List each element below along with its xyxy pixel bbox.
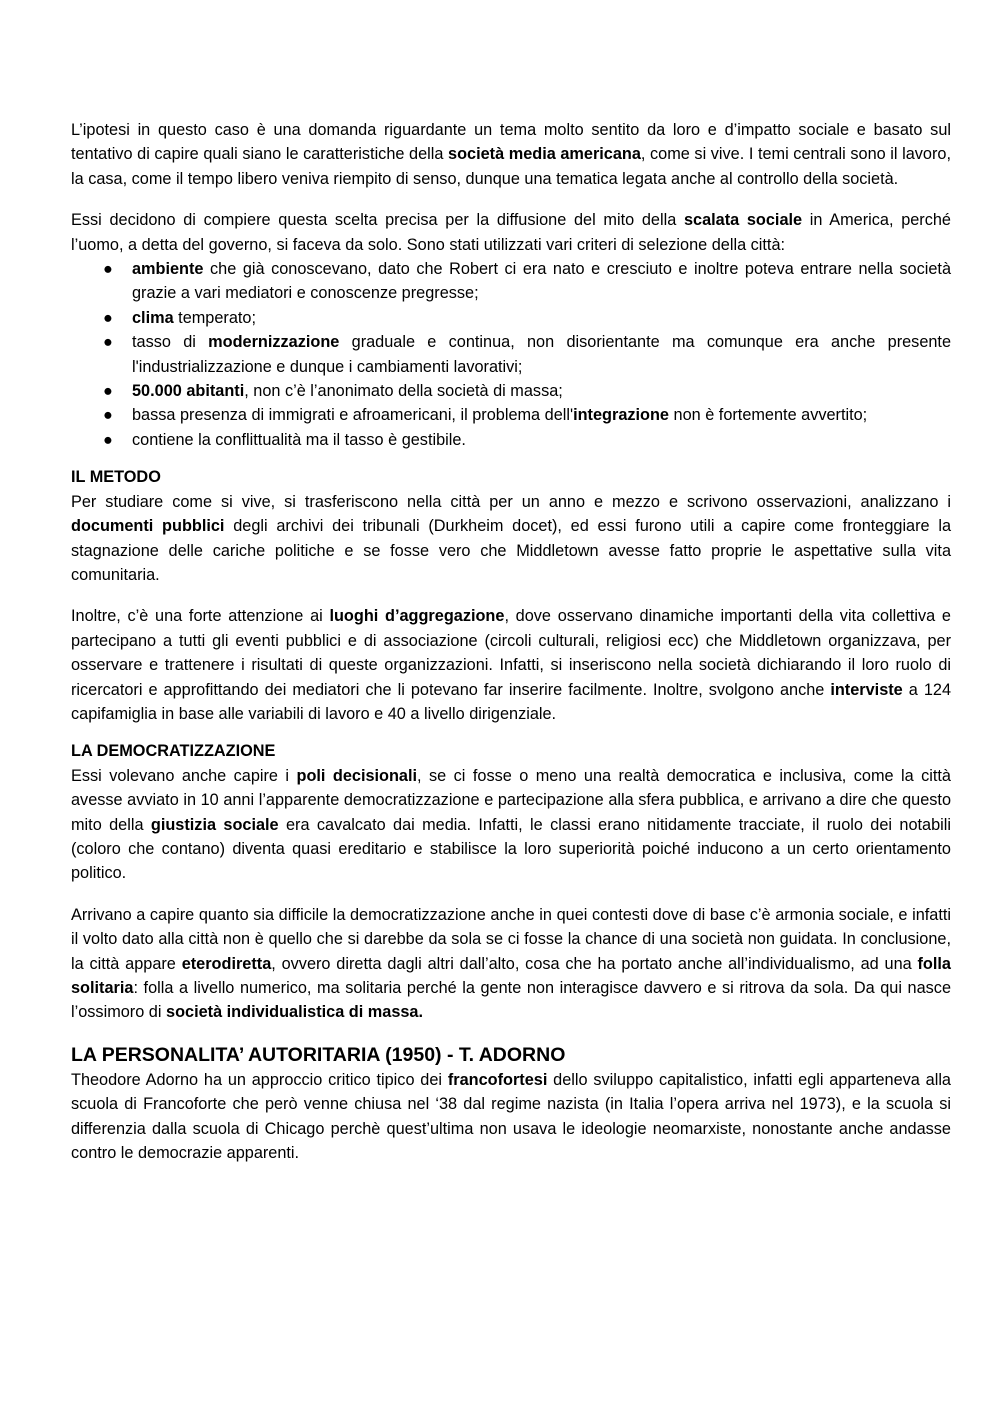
bold-term: giustizia sociale [150, 815, 279, 834]
intro-paragraph: L’ipotesi in questo caso è una domanda riguardante un tema molto sentito da loro e d’impatto sociale e basato sul tentativo di capire quali siano le caratteristiche della società media americana, come si vive. I temi centrali sono il lavoro, la casa, come il tempo libero veniva riempito di senso, dunque una tematica legata anche al controllo della società. [71, 121, 951, 188]
bullet-icon: ● [103, 406, 113, 425]
bullet-icon: ● [103, 333, 113, 352]
list-item: ● bassa presenza di immigrati e afroamericani, il problema dell'integrazione non è fortemente avvertito; [71, 403, 951, 427]
bullet-icon: ● [103, 308, 113, 327]
bold-term: folla solitaria [71, 954, 951, 997]
choice-paragraph: Essi decidono di compiere questa scelta precisa per la diffusione del mito della scalata sociale in America, perché l’uomo, a detta del governo, si faceva da solo. Sono stati utilizzati vari criteri di selezione della città: [71, 211, 951, 254]
section-heading-adorno: LA PERSONALITA’ AUTORITARIA (1950) - T. ADORNO [71, 1043, 566, 1066]
list-item: ● tasso di modernizzazione graduale e continua, non disorientante ma comunque era anche presente l'industrializzazione e dunque i cambiamenti lavorativi; [71, 330, 951, 379]
bullet-icon: ● [103, 260, 113, 279]
list-item: ● 50.000 abitanti, non c’è l’anonimato della società di massa; [71, 379, 951, 403]
bold-term: società individualistica di massa. [166, 1003, 424, 1022]
adorno-paragraph: Theodore Adorno ha un approccio critico tipico dei francofortesi dello sviluppo capitalistico, infatti egli apparteneva alla scuola di Francoforte che però venne chiusa nel ‘38 dal regime nazista (in Italia l’opera arriva nel 1973), e la scuola si differenzia dalla scuola di Chicago perchè quest’ultima non usava le ideologie neomarxiste, nonostante anche andasse contro le democrazie apparenti. [71, 1070, 951, 1163]
document-page [71, 118, 951, 1165]
list-item: ● contiene la conflittualità ma il tasso è gestibile. [71, 428, 951, 452]
bold-term: scalata sociale [683, 211, 803, 230]
metodo-paragraph-2: Inoltre, c’è una forte attenzione ai luoghi d’aggregazione, dove osservano dinamiche importanti della vita collettiva e partecipano a tutti gli eventi pubblici e di associazione (circoli culturali, religiosi ecc) che Middletown organizzava, per osservare e trattenere i risultati di queste organizzazioni. Infatti, si inseriscono nella società dichiarando il loro ruolo di ricercatori e approfittando dei mediatori che li potevano far inserire facilmente. Inoltre, svolgono anche interviste a 124 capifamiglia in base alle variabili di lavoro e 40 a livello dirigenziale. [71, 607, 951, 723]
section-heading-metodo: IL METODO [71, 468, 161, 487]
demo-paragraph-2: Arrivano a capire quanto sia difficile la democratizzazione anche in quei contesti dove di base c’è armonia sociale, e infatti il volto dato alla città non è quello che si darebbe da sola se ci fosse la chance di una società non guidata. In conclusione, la città appare eterodiretta, ovvero diretta dagli altri dall’alto, cosa che ha portato anche all’individualismo, ad una folla solitaria: folla a livello numerico, ma solitaria perché la gente non interagisce davvero e si ritrova da sola. Da qui nasce l’ossimoro di società individualistica di massa. [71, 905, 951, 1022]
bold-term: luoghi d’aggregazione [329, 607, 505, 626]
metodo-paragraph-1: Per studiare come si vive, si trasferiscono nella città per un anno e mezzo e scrivono osservazioni, analizzano i documenti pubblici degli archivi dei tribunali (Durkheim docet), ed essi furono utili a capire come fronteggiare la stagnazione delle cariche politiche e se fosse vero che Middletown avesse fatto proprie le aspettative sulla vita comunitaria. [71, 492, 951, 584]
demo-paragraph-1: Essi volevano anche capire i poli decisionali, se ci fosse o meno una realtà democratica e inclusiva, come la città avesse avviato in 10 anni l’apparente democratizzazione e partecipazione alla sfera pubblica, e arrivano a dire che questo mito della giustizia sociale era cavalcato dai media. Infatti, le classi erano nitidamente tracciate, il ruolo dei notabili (coloro che contano) diventa quasi ereditario e stabilisce la loro superiorità poiché inducono a un certo orientamento politico. [71, 766, 951, 883]
bold-term: francofortesi [447, 1070, 548, 1089]
selection-criteria-list [71, 257, 951, 452]
bullet-icon: ● [103, 382, 113, 401]
bold-term: eterodiretta [181, 954, 272, 973]
bullet-icon: ● [103, 430, 113, 449]
list-item: ● ambiente che già conoscevano, dato che Robert ci era nato e cresciuto e inoltre poteva entrare nella società grazie a vari mediatori e conoscenze pregresse; [71, 257, 951, 306]
bold-term: interviste [830, 680, 903, 699]
bold-term: poli decisionali [296, 766, 418, 785]
bold-term: documenti pubblici [71, 517, 225, 536]
list-item: ● clima temperato; [71, 306, 951, 330]
section-heading-democratizzazione: LA DEMOCRATIZZAZIONE [71, 742, 276, 761]
bold-term: società media americana [448, 145, 641, 164]
